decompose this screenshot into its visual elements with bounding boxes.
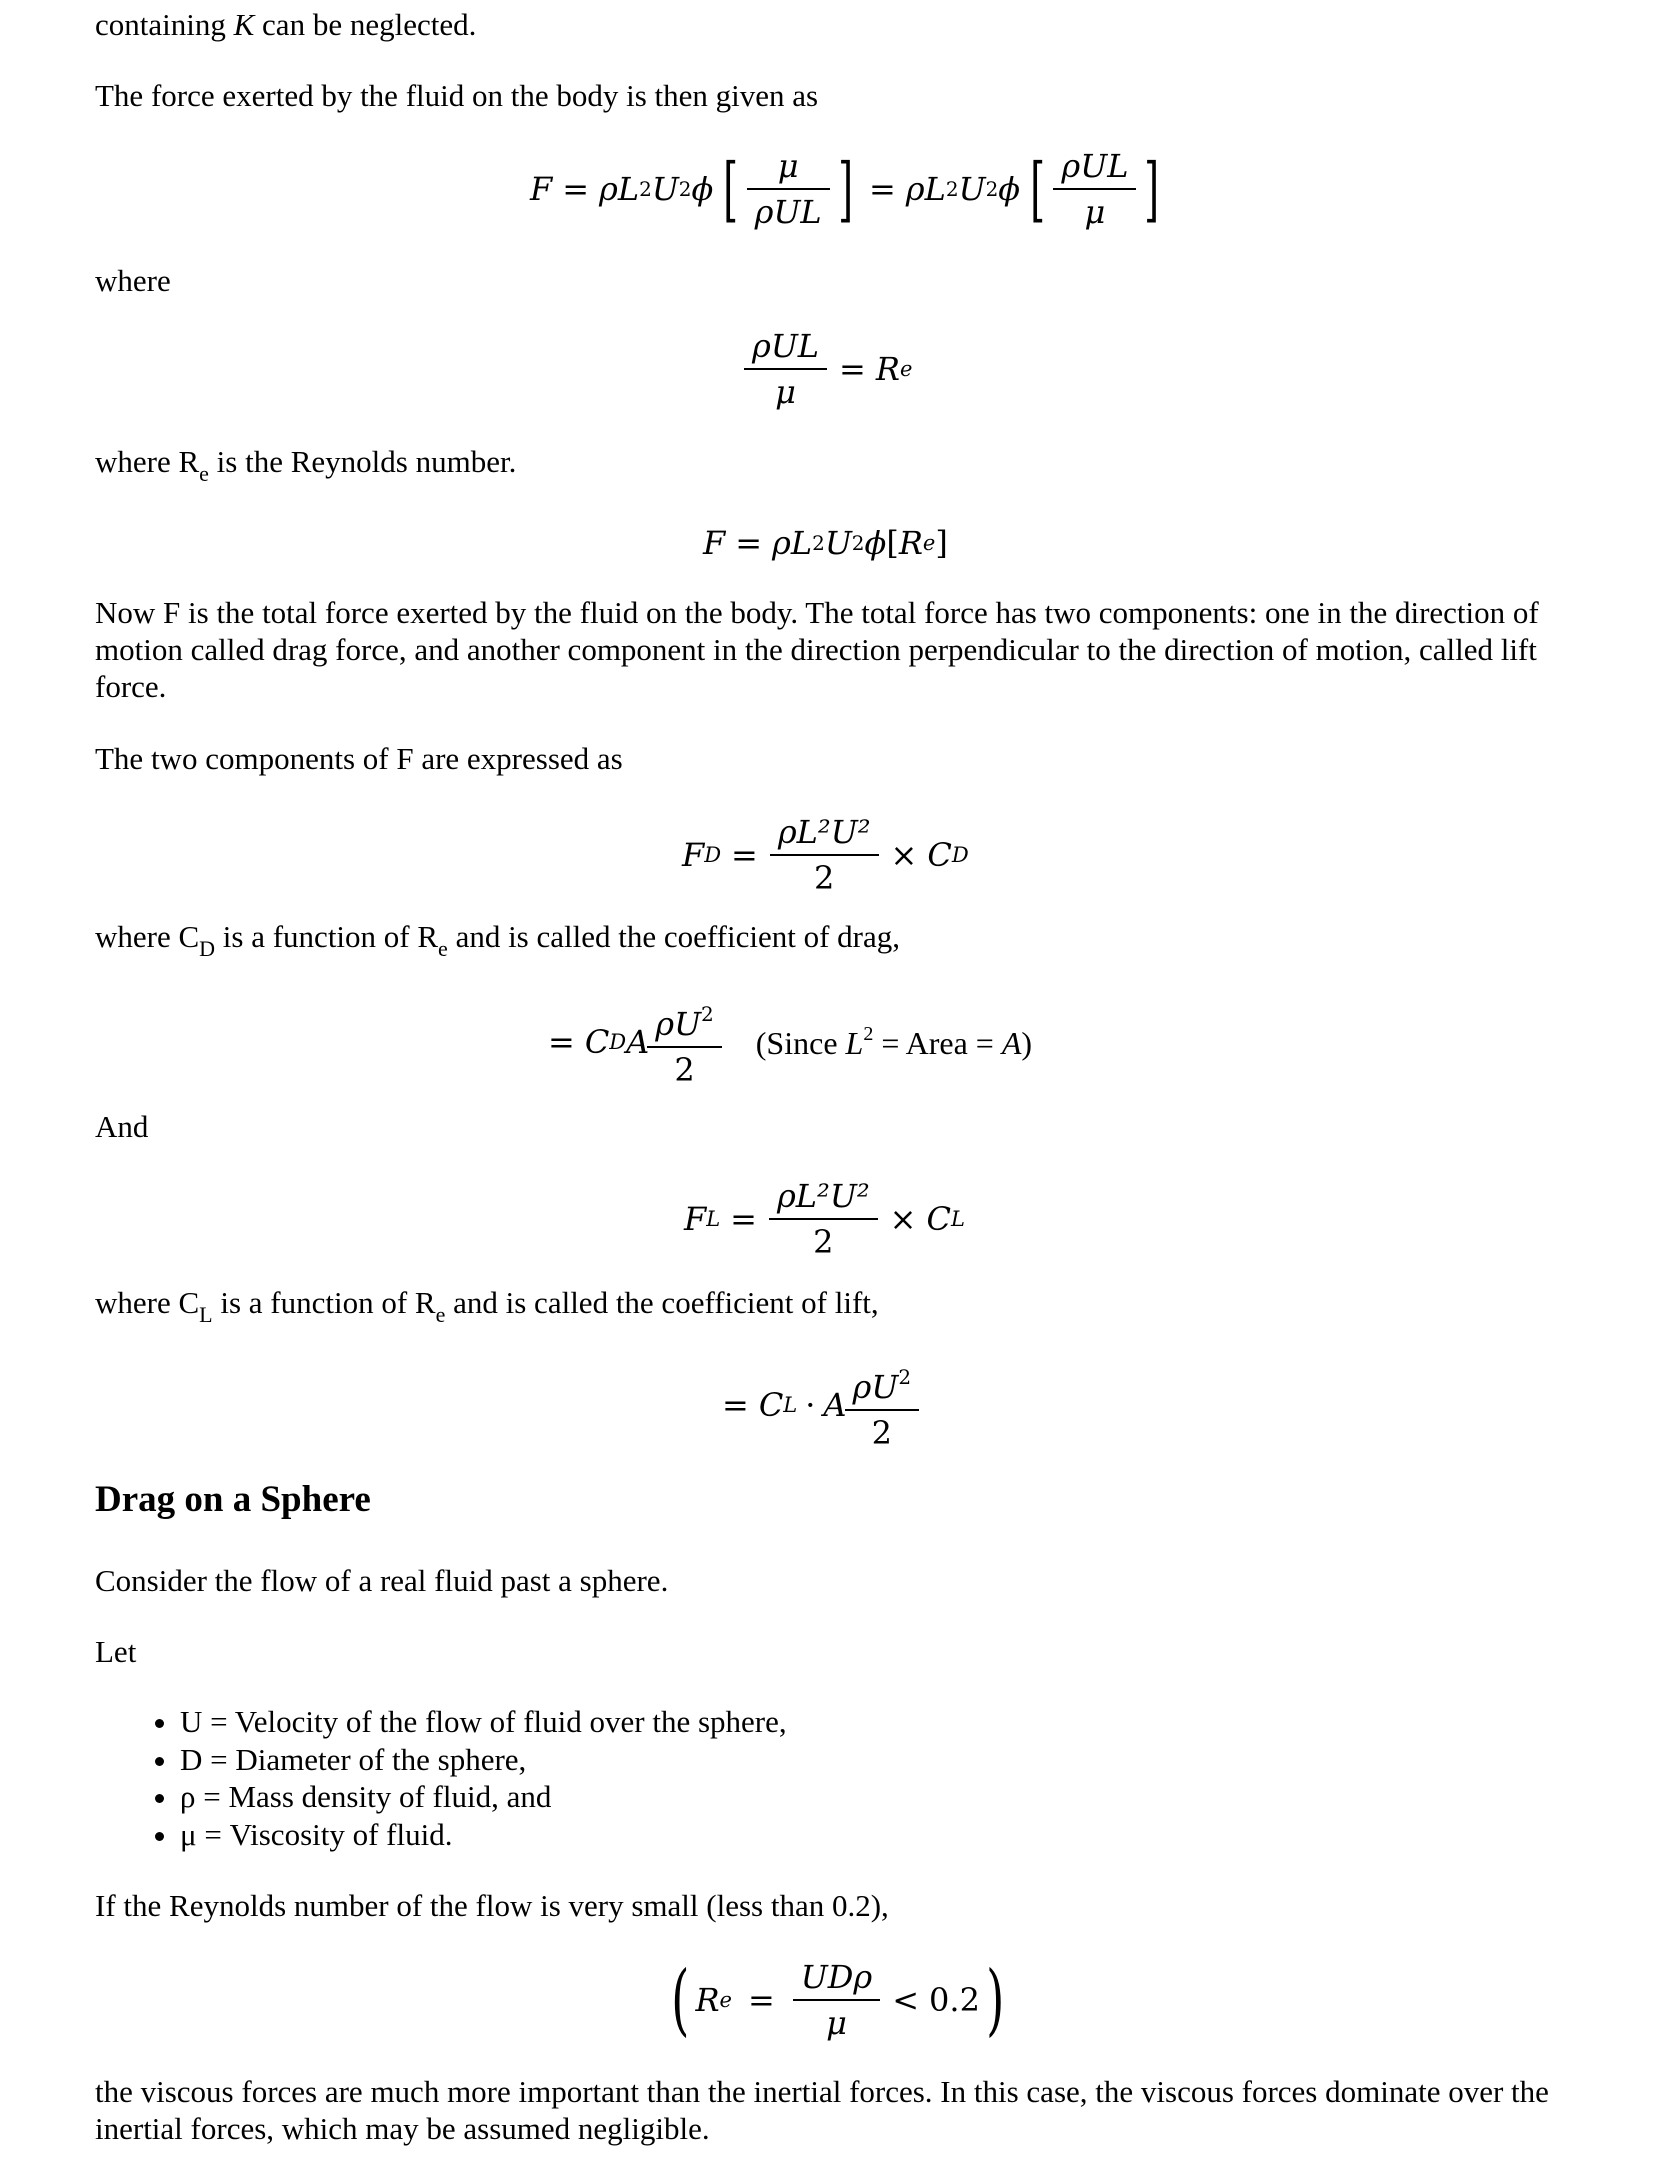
paragraph-total-force: Now F is the total force exerted by the fluid on the body. The total force has two components: one in the direction of motion called drag force, and another component in the direction perpendicular to the direction of motion, called lift force.: [95, 595, 1539, 704]
text-subscript: e: [435, 1302, 446, 1327]
equation-lift-force: [684, 1172, 965, 1266]
fraction-numerator: ρUL: [752, 327, 820, 365]
math-symbol: ρ: [599, 170, 618, 208]
list-item: • U = Velocity of the flow of fluid over the sphere,: [180, 1703, 787, 1741]
math-superscript: 2: [701, 1002, 714, 1026]
list-item: • D = Diameter of the sphere,: [180, 1741, 787, 1779]
math-symbol: ϕ: [998, 170, 1021, 208]
math-symbol: A: [626, 1023, 650, 1061]
math-symbol: C: [927, 836, 952, 874]
math-subscript: e: [719, 1988, 732, 2012]
list-item: • μ = Viscosity of fluid.: [180, 1816, 787, 1854]
math-symbol: ρU: [852, 1368, 899, 1406]
text-where-cd: [95, 918, 900, 968]
text-fragment: is the Reynolds number.: [208, 444, 517, 479]
math-symbol: C: [926, 1200, 951, 1238]
math-paren: (: [671, 1955, 690, 2045]
text-subscript: e: [199, 461, 209, 486]
math-symbol: U: [651, 170, 679, 208]
text-fragment: (Since: [755, 1024, 846, 1061]
math-bracket: [: [1030, 148, 1046, 230]
math-subscript: L: [950, 1207, 965, 1231]
fraction-numerator: ρL²U²: [777, 813, 871, 851]
math-symbol: F: [530, 170, 553, 208]
math-symbol: U: [824, 524, 852, 562]
var-k: K: [233, 7, 255, 42]
math-operator: =: [548, 1023, 575, 1061]
math-symbol: ϕ: [864, 524, 887, 562]
math-paren: ): [986, 1955, 1005, 2045]
math-subscript: D: [704, 843, 722, 867]
text-if-reynolds: If the Reynolds number of the flow is very small (less than 0.2),: [95, 1888, 889, 1923]
text-fragment: where C: [95, 919, 200, 954]
math-fraction: [849, 1359, 916, 1451]
math-symbol: L: [790, 524, 813, 562]
math-operator: <: [892, 1981, 920, 2019]
fraction-denominator: ρUL: [747, 188, 830, 230]
text-fragment: and is called the coefficient of drag,: [447, 919, 900, 954]
math-fraction: [751, 148, 826, 230]
math-superscript: 2: [851, 531, 865, 555]
equation-force-reynolds: [703, 520, 948, 566]
fraction-denominator: μ: [1053, 188, 1136, 230]
fraction-denominator: 2: [845, 1409, 920, 1451]
math-fraction: [748, 328, 823, 410]
math-symbol: R: [898, 524, 923, 562]
math-operator: =: [730, 1200, 757, 1238]
text-fragment: and is called the coefficient of lift,: [445, 1285, 879, 1320]
fraction-numerator: ρUL: [1061, 147, 1129, 185]
math-value: 0.2: [929, 1981, 980, 2019]
fraction-denominator: 2: [769, 1218, 878, 1260]
text-fragment: where R: [95, 444, 200, 479]
math-bracket: ]: [935, 524, 948, 562]
fraction-numerator: ρL²U²: [776, 1177, 870, 1215]
math-superscript: 2: [863, 1022, 874, 1045]
text-force-given: The force exerted by the fluid on the body is then given as: [95, 78, 819, 113]
text-fragment: containing: [95, 7, 234, 42]
fraction-numerator: [849, 1359, 916, 1409]
text-fragment: ): [1021, 1024, 1033, 1061]
math-symbol: A: [823, 1386, 847, 1424]
math-symbol: F: [684, 1200, 707, 1238]
math-operator: =: [735, 524, 763, 562]
equation-reynolds-condition: [665, 1952, 1010, 2048]
text-subscript: e: [438, 936, 448, 961]
math-operator: ×: [889, 1200, 917, 1238]
math-superscript: 2: [985, 177, 999, 201]
math-subscript: e: [922, 531, 936, 555]
math-symbol: A: [1001, 1024, 1022, 1061]
math-fraction: [774, 814, 875, 896]
text-let: Let: [95, 1634, 137, 1669]
fraction-denominator: μ: [744, 368, 827, 410]
math-symbol: F: [682, 836, 705, 874]
math-symbol: R: [875, 350, 900, 388]
text-containing-k: [95, 6, 476, 44]
math-symbol: R: [695, 1981, 720, 2019]
math-operator: ·: [805, 1386, 816, 1424]
math-subscript: D: [951, 843, 969, 867]
text-fragment: is a function of R: [215, 919, 439, 954]
text-where-cl: [95, 1284, 879, 1334]
text-fragment: = Area =: [873, 1024, 1002, 1061]
math-operator: =: [839, 350, 866, 388]
equation-drag-force: [682, 808, 969, 902]
math-superscript: 2: [898, 1365, 912, 1389]
math-subscript: D: [609, 1030, 627, 1054]
math-subscript: L: [783, 1393, 798, 1417]
math-superscript: 2: [812, 531, 825, 555]
text-consider: Consider the flow of a real fluid past a sphere.: [95, 1563, 669, 1598]
math-fraction: [1057, 148, 1132, 230]
math-superscript: 2: [678, 177, 692, 201]
variable-list: [95, 1703, 787, 1853]
math-fraction: [773, 1178, 874, 1260]
math-symbol: ρ: [772, 524, 791, 562]
fraction-numerator: [651, 996, 718, 1046]
math-subscript: e: [899, 357, 913, 381]
text-fragment: where C: [95, 1285, 200, 1320]
fraction-denominator: 2: [770, 854, 879, 896]
section-heading-drag-on-sphere: Drag on a Sphere: [95, 1479, 371, 1520]
list-item: • ρ = Mass density of fluid, and: [180, 1778, 787, 1816]
paragraph-viscous-forces: the viscous forces are much more important than the inertial forces. In this case, the viscous forces dominate over the inertial forces, which may be assumed negligible.: [95, 2074, 1549, 2146]
math-symbol: L: [845, 1024, 864, 1061]
math-bracket: ]: [837, 148, 853, 230]
text-fragment: is a function of R: [212, 1285, 436, 1320]
math-symbol: ρ: [905, 170, 925, 208]
math-fraction: [651, 996, 718, 1088]
math-symbol: F: [703, 524, 726, 562]
math-symbol: C: [584, 1023, 610, 1061]
fraction-denominator: μ: [793, 1999, 880, 2041]
math-operator: ×: [890, 836, 918, 874]
math-symbol: U: [958, 170, 986, 208]
math-bracket: [: [723, 148, 739, 230]
equation-reynolds-definition: [742, 322, 912, 416]
text-subscript: D: [199, 936, 216, 961]
text-two-components: The two components of F are expressed as: [95, 741, 623, 776]
math-superscript: 2: [639, 177, 652, 201]
math-fraction: [797, 1959, 876, 2041]
equation-force-phi: [530, 142, 1166, 236]
math-operator: =: [722, 1386, 749, 1424]
since-note: [756, 1023, 1032, 1062]
math-symbol: C: [758, 1386, 784, 1424]
math-operator: =: [731, 836, 758, 874]
equation-drag-area: [548, 995, 1032, 1089]
text-fragment: can be neglected.: [254, 7, 477, 42]
math-symbol: L: [924, 170, 946, 208]
text-where: where: [95, 263, 171, 298]
math-superscript: 2: [945, 177, 959, 201]
math-operator: =: [747, 1981, 775, 2019]
math-bracket: [: [886, 524, 899, 562]
fraction-numerator: UDρ: [800, 1958, 873, 1996]
math-symbol: ϕ: [691, 170, 714, 208]
equation-lift-area: [722, 1358, 921, 1452]
math-bracket: ]: [1144, 148, 1160, 230]
text-and: And: [95, 1109, 149, 1144]
math-operator: =: [868, 170, 896, 208]
math-operator: =: [562, 170, 590, 208]
text-subscript: L: [199, 1302, 213, 1327]
math-symbol: L: [617, 170, 640, 208]
fraction-numerator: μ: [777, 147, 799, 185]
fraction-denominator: 2: [647, 1046, 722, 1088]
text-where-reynolds: [95, 443, 516, 493]
math-symbol: ρU: [655, 1005, 702, 1043]
math-subscript: L: [706, 1207, 721, 1231]
